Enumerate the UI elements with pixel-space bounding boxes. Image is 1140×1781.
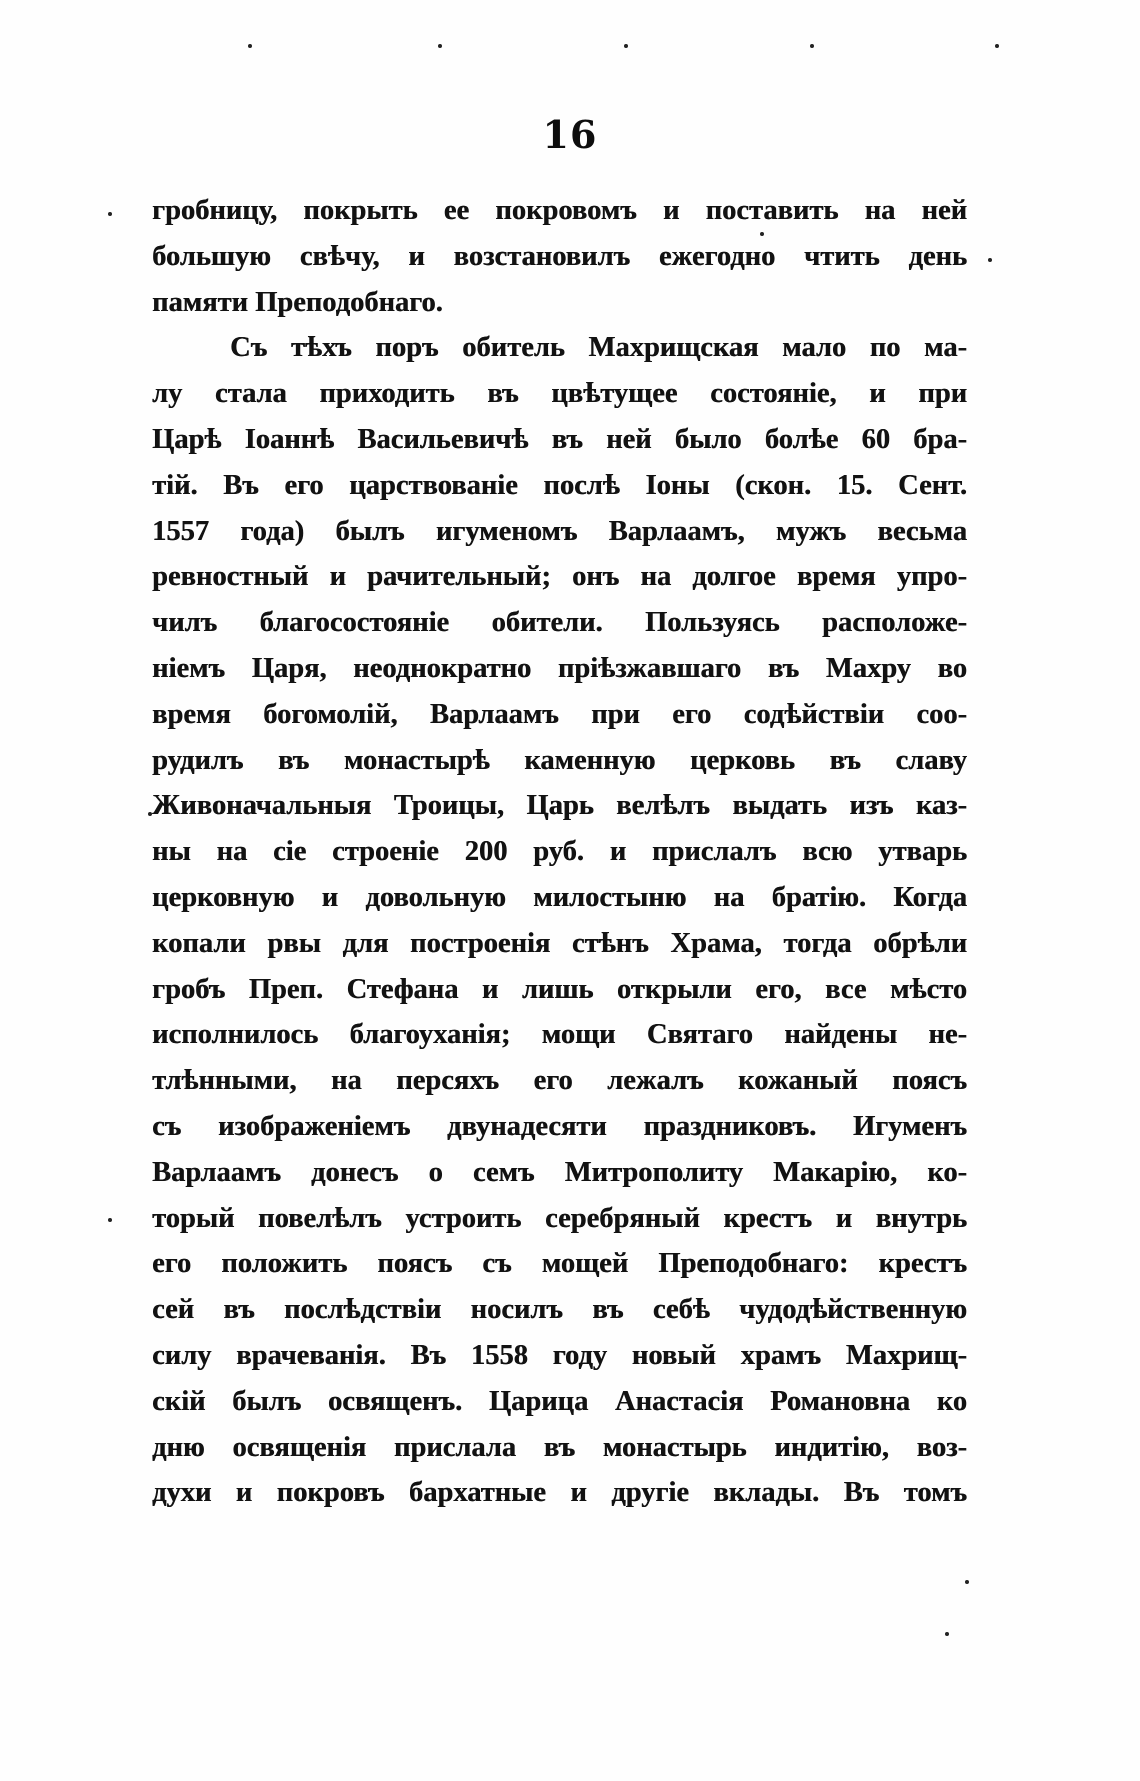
scan-speck bbox=[148, 812, 152, 816]
text-line: рудилъ въ монастырѣ каменную церковь въ славу bbox=[152, 744, 967, 776]
scan-speck bbox=[108, 1218, 112, 1222]
text-line: Варлаамъ донесъ о семъ Митрополиту Макарію, ко- bbox=[152, 1156, 967, 1188]
page-number: 16 bbox=[542, 112, 598, 157]
text-line: ніемъ Царя, неоднократно пріѣзжавшаго въ Махру во bbox=[152, 652, 967, 684]
text-line: время богомолій, Варлаамъ при его содѣйствіи соо- bbox=[152, 698, 967, 730]
scan-speck bbox=[810, 44, 814, 48]
text-line: его положить поясъ съ мощей Преподобнаго: крестъ bbox=[152, 1248, 967, 1280]
scan-speck bbox=[995, 44, 999, 48]
text-line: съ изображеніемъ двунадесяти праздниковъ. Игуменъ bbox=[152, 1110, 967, 1142]
text-line: ны на сіе строеніе 200 руб. и прислалъ всю утварь bbox=[152, 836, 967, 868]
scan-speck bbox=[248, 44, 252, 48]
paragraph-first-line: Съ тѣхъ поръ обитель Махрищская мало по ма- bbox=[230, 332, 967, 364]
scan-speck bbox=[438, 44, 442, 48]
text-line: дню освященія прислала въ монастырь индитію, воз- bbox=[152, 1431, 967, 1463]
text-line: Царѣ Іоаннѣ Васильевичѣ въ ней было болѣе 60 бра- bbox=[152, 423, 967, 455]
scan-speck bbox=[108, 212, 112, 216]
text-line: тлѣнными, на персяхъ его лежалъ кожаный поясъ bbox=[152, 1065, 967, 1097]
text-line: чилъ благосостояніе обители. Пользуясь расположе- bbox=[152, 607, 967, 639]
text-line: церковную и довольную милостыню на братію. Когда bbox=[152, 881, 967, 913]
text-line: лу стала приходить въ цвѣтущее состояніе, и при bbox=[152, 378, 967, 410]
text-line: торый повелѣлъ устроить серебряный крестъ и внутрь bbox=[152, 1202, 967, 1234]
text-line: гробницу, покрыть ее покровомъ и поставить на ней bbox=[152, 195, 967, 226]
text-line: исполнилось благоуханія; мощи Святаго найдены не- bbox=[152, 1019, 967, 1051]
text-line: силу врачеванія. Въ 1558 году новый храмъ Махрищ- bbox=[152, 1339, 967, 1371]
scan-speck bbox=[760, 232, 764, 236]
text-line: Живоначальныя Троицы, Царь велѣлъ выдать изъ каз- bbox=[152, 790, 967, 822]
text-line: сей въ послѣдствіи носилъ въ себѣ чудодѣйственную bbox=[152, 1294, 967, 1326]
text-line: скій былъ освященъ. Царица Анастасія Романовна ко bbox=[152, 1385, 967, 1417]
scan-speck bbox=[965, 1580, 969, 1584]
scan-speck bbox=[624, 44, 628, 48]
scan-speck bbox=[945, 1632, 949, 1636]
text-line: ревностный и рачительный; онъ на долгое время упро- bbox=[152, 561, 967, 593]
text-line: большую свѣчу, и возстановилъ ежегодно чтить день bbox=[152, 240, 967, 272]
text-line: тій. Въ его царствованіе послѣ Іоны (скон. 15. Сент. bbox=[152, 469, 967, 501]
text-line: гробъ Преп. Стефана и лишь открыли его, все мѣсто bbox=[152, 973, 967, 1005]
text-line: копали рвы для построенія стѣнъ Храма, тогда обрѣли bbox=[152, 927, 967, 959]
scan-speck bbox=[988, 258, 992, 262]
text-line: духи и покровъ бархатные и другіе вклады. Въ томъ bbox=[152, 1477, 967, 1509]
body-text bbox=[152, 188, 967, 1516]
text-line: 1557 года) былъ игуменомъ Варлаамъ, мужъ весьма bbox=[152, 515, 967, 547]
text-line: памяти Преподобнаго. bbox=[152, 286, 443, 318]
